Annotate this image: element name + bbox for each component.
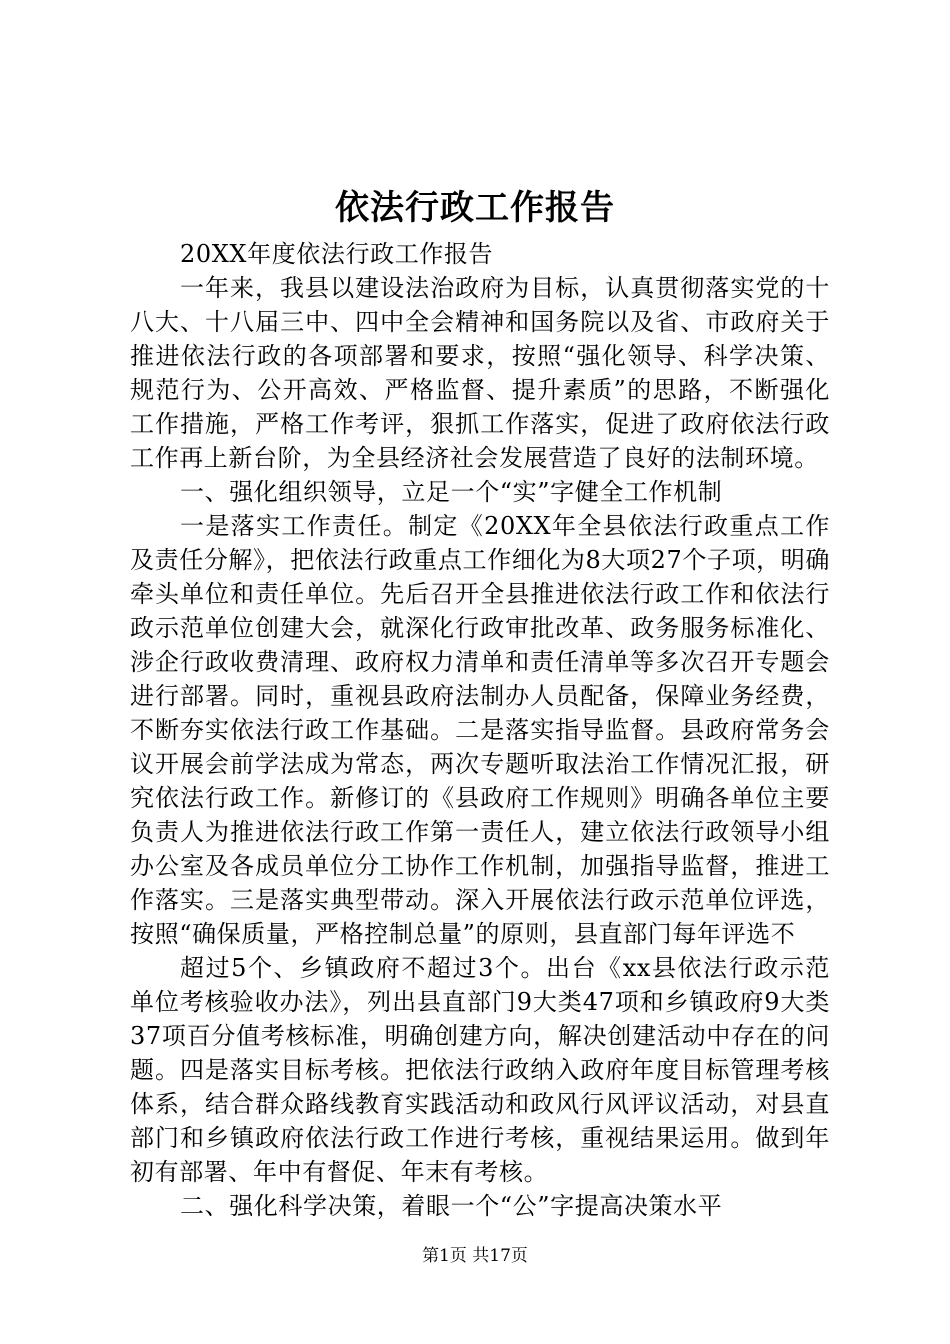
report-subtitle: 20XX年度依法行政工作报告 <box>180 240 494 268</box>
section-heading-1: 一、强化组织领导，立足一个“实”字健全工作机制 <box>180 478 723 506</box>
document-title: 依法行政工作报告 <box>335 188 615 228</box>
section-1-paragraph-b: 超过5个、乡镇政府不超过3个。出台《xx县依法行政示范单位考核验收办法》，列出县直部门9大类47项和乡镇政府9大类37项百分值考核标准，明确创建方向，解决创建活动中存在的问题。四是落实目标考核。把依法行政纳入政府年度目标管理考核体系，结合群众路线教育实践活动和政风行风评议活动，对县直部门和乡镇政府依法行政工作进行考核，重视结果运用。做到年初有部署、年中有督促、年末有考核。 <box>130 954 830 1186</box>
section-1-paragraph-a: 一是落实工作责任。制定《20XX年全县依法行政重点工作及责任分解》，把依法行政重点工作细化为8大项27个子项，明确牵头单位和责任单位。先后召开全县推进依法行政工作和依法行政示范单位创建大会，就深化行政审批改革、政务服务标准化、涉企行政收费清理、政府权力清单和责任清单等多次召开专题会进行部署。同时，重视县政府法制办人员配备，保障业务经费，不断夯实依法行政工作基础。二是落实指导监督。县政府常务会议开展会前学法成为常态，两次专题听取法治工作情况汇报，研究依法行政工作。新修订的《县政府工作规则》明确各单位主要负责人为推进依法行政工作第一责任人，建立依法行政领导小组办公室及各成员单位分工协作工作机制，加强指导监督，推进工作落实。三是落实典型带动。深入开展依法行政示范单位评选，按照“确保质量，严格控制总量”的原则，县直部门每年评选不 <box>130 512 830 948</box>
intro-paragraph: 一年来，我县以建设法治政府为目标，认真贯彻落实党的十八大、十八届三中、四中全会精神和国务院以及省、市政府关于推进依法行政的各项部署和要求，按照“强化领导、科学决策、规范行为、公开高效、严格监督、提升素质”的思路，不断强化工作措施，严格工作考评，狠抓工作落实，促进了政府依法行政工作再上新台阶，为全县经济社会发展营造了良好的法制环境。 <box>130 274 830 472</box>
section-heading-2: 二、强化科学决策，着眼一个“公”字提高决策水平 <box>180 1192 723 1220</box>
page-number-footer: 第1页 共17页 <box>422 1246 528 1266</box>
document-body <box>130 237 830 1223</box>
